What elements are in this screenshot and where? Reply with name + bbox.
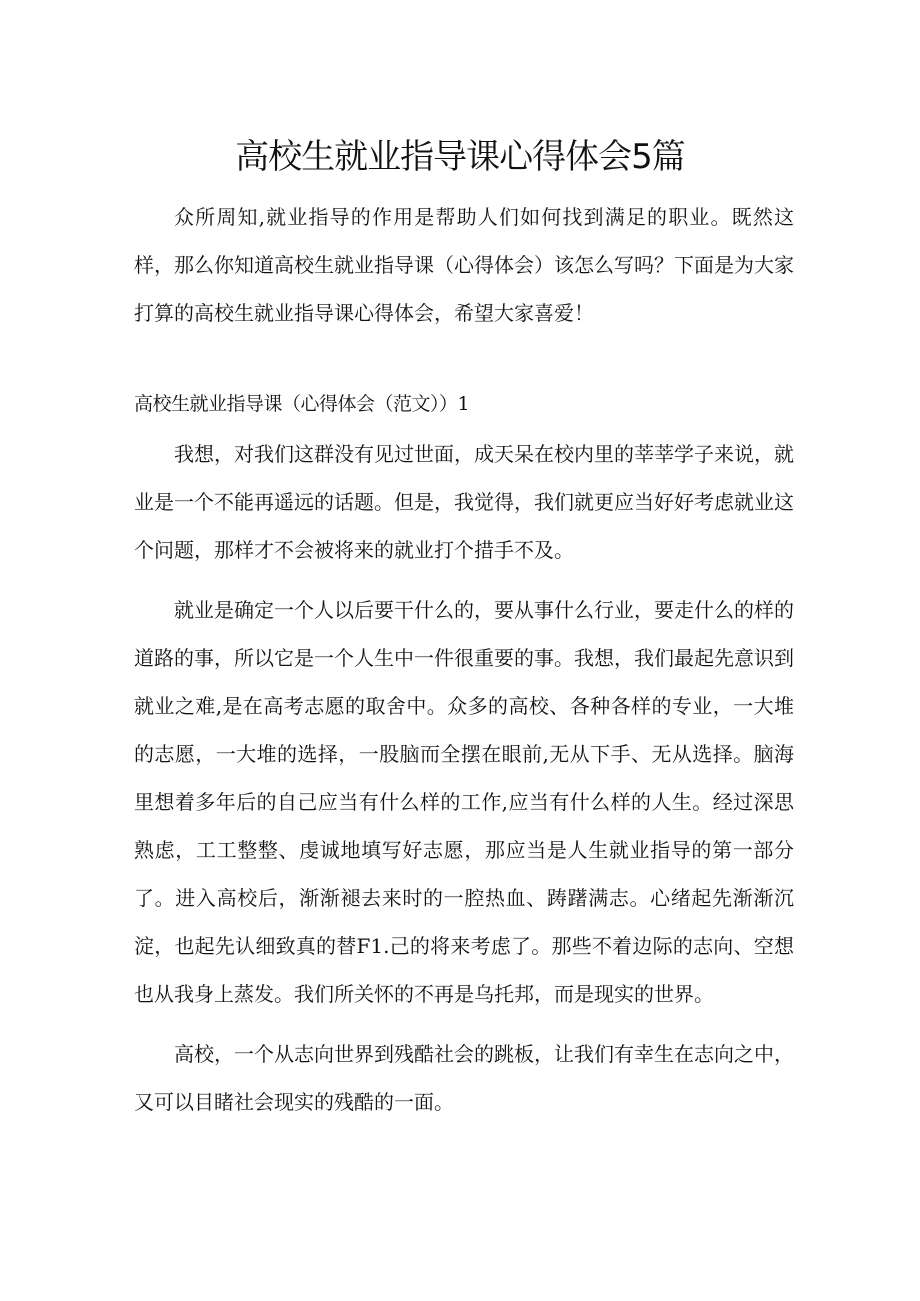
document-title: 高校生就业指导课心得体会5篇 bbox=[235, 137, 685, 177]
body-paragraph-1: 我想，对我们这群没有见过世面，成天呆在校内里的莘莘学子来说，就业是一个不能再遥远的话题。但是，我觉得，我们就更应当好好考虑就业这个问题，那样才不会被将来的就业打个措手不及。 bbox=[134, 442, 794, 562]
body-paragraph-3: 高校，一个从志向世界到残酷社会的跳板，让我们有幸生在志向之中，又可以目睹社会现实的残酷的一面。 bbox=[134, 1042, 794, 1114]
section-heading: 高校生就业指导课（心得体会（范文））1 bbox=[134, 393, 470, 415]
body-paragraph-2: 就业是确定一个人以后要干什么的，要从事什么行业，要走什么的样的道路的事，所以它是一个人生中一件很重要的事。我想，我们最起先意识到就业之难,是在高考志愿的取舍中。众多的高校、各种各样的专业，一大堆的志愿，一大堆的选择，一股脑而全摆在眼前,无从下手、无从选择。脑海里想着多年后的自己应当有什么样的工作,应当有什么样的人生。经过深思熟虑，工工整整、虔诚地填写好志愿，那应当是人生就业指导的第一部分了。进入高校后，渐渐褪去来时的一腔热血、踌躇满志。心绪起先渐渐沉淀，也起先认细致真的替F1.己的将来考虑了。那些不着边际的志向、空想也从我身上蒸发。我们所关怀的不再是乌托邦，而是现实的世界。 bbox=[134, 598, 794, 1006]
intro-paragraph: 众所周知,就业指导的作用是帮助人们如何找到满足的职业。既然这样，那么你知道高校生就业指导课（心得体会）该怎么写吗？下面是为大家打算的高校生就业指导课心得体会，希望大家喜爱！ bbox=[134, 205, 794, 325]
document-body bbox=[134, 193, 794, 1126]
